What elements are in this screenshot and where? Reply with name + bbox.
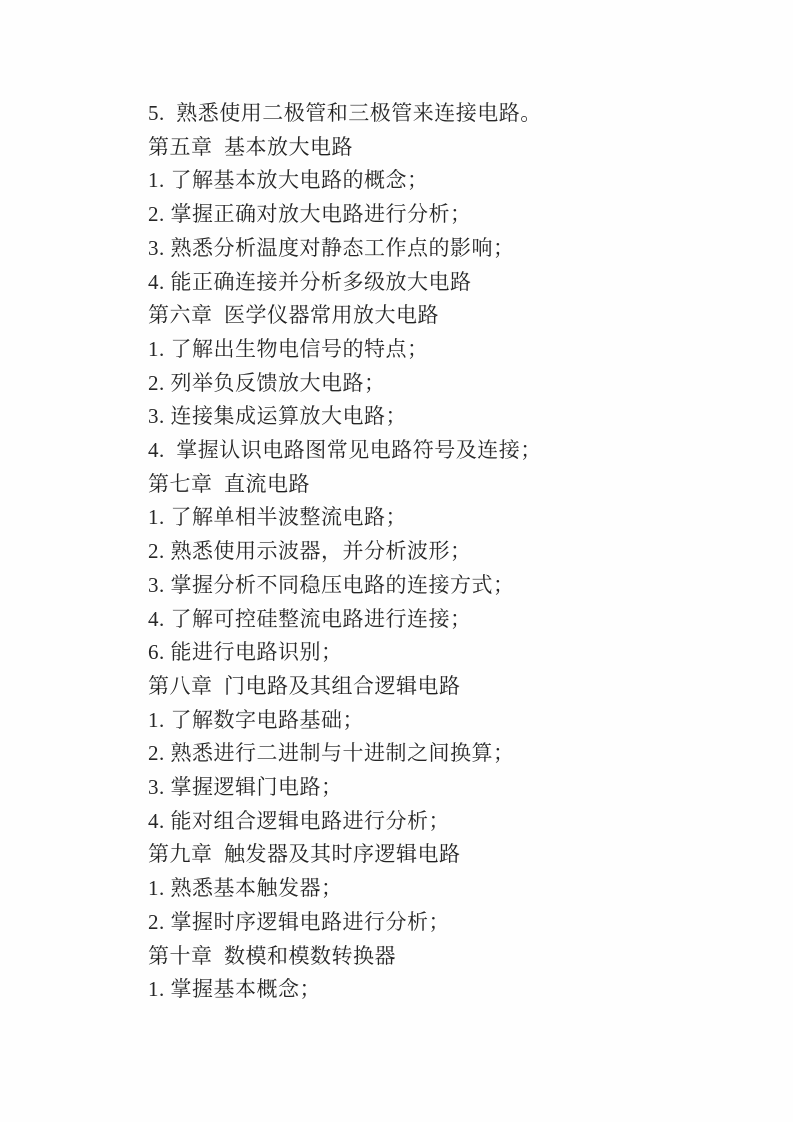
chapter-heading: 第九章 触发器及其时序逻辑电路	[148, 842, 461, 867]
list-item: 4. 掌握认识电路图常见电路符号及连接；	[148, 438, 542, 463]
list-item: 4. 能正确连接并分析多级放大电路	[148, 269, 472, 294]
list-item: 3. 掌握逻辑门电路；	[148, 775, 343, 800]
list-item: 4. 了解可控硅整流电路进行连接；	[148, 606, 472, 631]
document-body	[148, 97, 648, 1007]
list-item: 1. 熟悉基本触发器；	[148, 876, 343, 901]
list-item: 1. 了解数字电路基础；	[148, 707, 364, 732]
list-item: 1. 了解出生物电信号的特点；	[148, 336, 429, 361]
list-item: 1. 掌握基本概念；	[148, 977, 321, 1002]
chapter-heading: 第七章 直流电路	[148, 471, 310, 496]
chapter-heading: 第八章 门电路及其组合逻辑电路	[148, 673, 461, 698]
list-item: 2. 熟悉使用示波器，并分析波形；	[148, 539, 472, 564]
list-item: 2. 列举负反馈放大电路；	[148, 370, 386, 395]
list-item: 3. 掌握分析不同稳压电路的连接方式；	[148, 572, 515, 597]
chapter-heading: 第五章 基本放大电路	[148, 134, 353, 159]
list-item: 2. 掌握正确对放大电路进行分析；	[148, 202, 472, 227]
chapter-heading: 第六章 医学仪器常用放大电路	[148, 303, 439, 328]
list-item: 3. 连接集成运算放大电路；	[148, 404, 407, 429]
list-item: 2. 熟悉进行二进制与十进制之间换算；	[148, 741, 515, 766]
list-item: 5. 熟悉使用二极管和三极管来连接电路。	[148, 101, 542, 125]
list-item: 4. 能对组合逻辑电路进行分析；	[148, 808, 450, 833]
list-item: 1. 了解基本放大电路的概念；	[148, 168, 429, 193]
chapter-heading: 第十章 数模和模数转换器	[148, 943, 396, 968]
list-item: 6. 能进行电路识别；	[148, 640, 343, 665]
list-item: 1. 了解单相半波整流电路；	[148, 505, 407, 530]
list-item: 2. 掌握时序逻辑电路进行分析；	[148, 909, 450, 934]
list-item: 3. 熟悉分析温度对静态工作点的影响；	[148, 235, 515, 260]
